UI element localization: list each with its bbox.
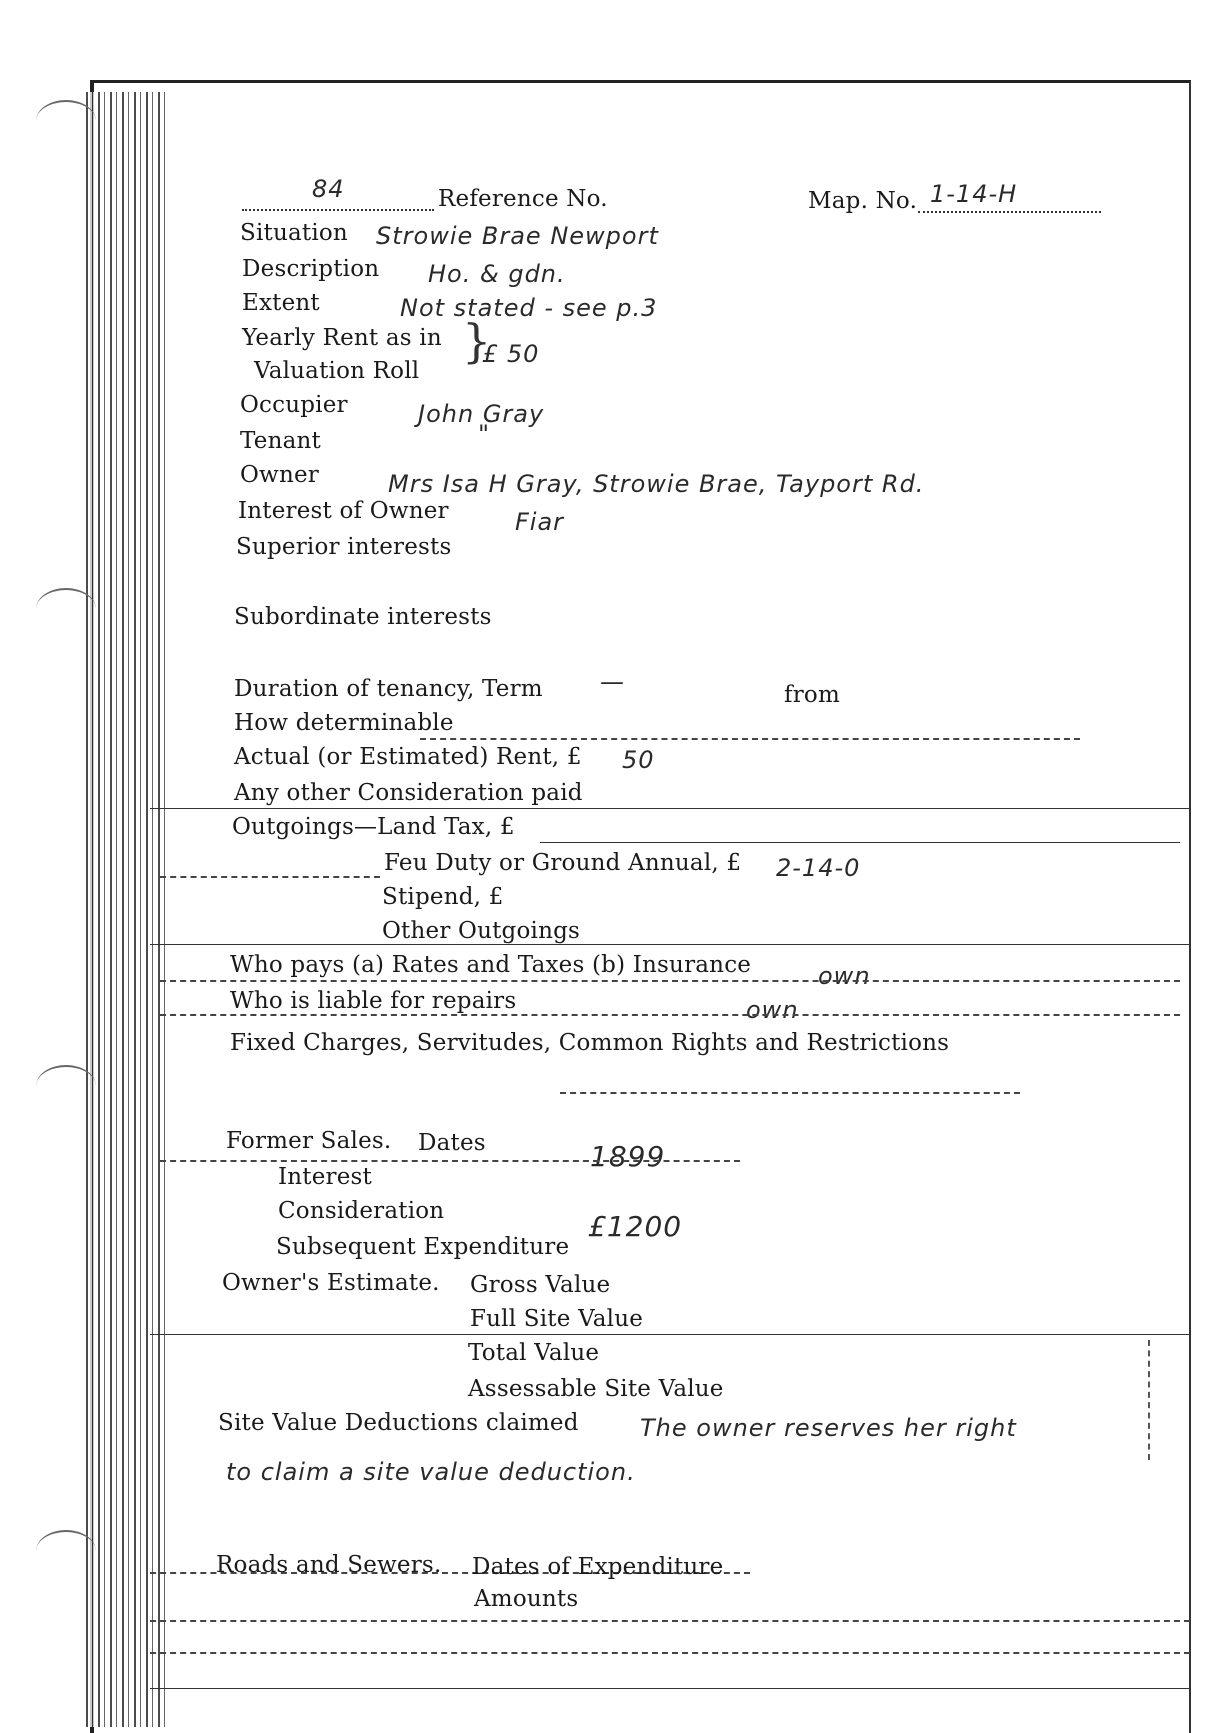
former-sales-label: Former Sales. xyxy=(226,1128,392,1154)
reference-dotted-line xyxy=(242,209,434,211)
gross-value-label: Gross Value xyxy=(470,1272,611,1298)
deduction-value-line-1: The owner reserves her right xyxy=(640,1414,1017,1442)
description-label: Description xyxy=(242,256,380,282)
subsequent-expenditure-label: Subsequent Expenditure xyxy=(276,1234,570,1260)
description-value: Ho. & gdn. xyxy=(428,260,566,288)
reference-number-value: 84 xyxy=(312,175,345,203)
roads-sewers-label: Roads and Sewers. xyxy=(216,1552,442,1578)
site-deductions-label: Site Value Deductions claimed xyxy=(218,1410,579,1436)
tenant-value: " xyxy=(478,420,491,448)
actual-rent-label: Actual (or Estimated) Rent, £ xyxy=(234,744,582,770)
term-value: — xyxy=(600,668,625,696)
situation-label: Situation xyxy=(240,220,348,246)
deduction-value-line-2: to claim a site value deduction. xyxy=(226,1458,636,1486)
dashed-line xyxy=(160,1014,1180,1016)
interest-owner-label: Interest of Owner xyxy=(238,498,449,524)
owner-value: Mrs Isa H Gray, Strowie Brae, Tayport Rd. xyxy=(388,470,925,498)
stipend-label: Stipend, £ xyxy=(382,884,504,910)
fixed-charges-label: Fixed Charges, Servitudes, Common Rights and Restrictions xyxy=(230,1030,950,1056)
consideration-value: £1200 xyxy=(588,1210,683,1243)
margin-marks xyxy=(1148,1340,1156,1460)
yearly-rent-value: £ 50 xyxy=(482,340,540,368)
interest-label: Interest xyxy=(278,1164,373,1190)
rule-line xyxy=(540,842,1180,843)
from-label: from xyxy=(784,682,840,708)
assessable-site-value-label: Assessable Site Value xyxy=(468,1376,724,1402)
repairs-value: own xyxy=(746,996,799,1024)
dashed-line xyxy=(160,980,1180,982)
who-liable-label: Who is liable for repairs xyxy=(230,988,517,1014)
extent-label: Extent xyxy=(242,290,320,316)
page-binding-edge xyxy=(86,92,166,1727)
dashed-line xyxy=(560,1092,1020,1094)
tenant-label: Tenant xyxy=(240,428,321,454)
subordinate-interests-label: Subordinate interests xyxy=(234,604,492,630)
owner-label: Owner xyxy=(240,462,319,488)
yearly-rent-label: Yearly Rent as in xyxy=(242,325,442,351)
other-outgoings-label: Other Outgoings xyxy=(382,918,581,944)
dates-expenditure-label: Dates of Expenditure xyxy=(472,1554,724,1580)
dashed-line xyxy=(150,1620,1190,1622)
how-determinable-label: How determinable xyxy=(234,710,454,736)
feu-duty-value: 2-14-0 xyxy=(776,854,861,882)
superior-interests-label: Superior interests xyxy=(236,534,452,560)
reference-label: Reference No. xyxy=(438,186,608,212)
map-number-value: 1-14-H xyxy=(930,180,1018,208)
full-site-value-label: Full Site Value xyxy=(470,1306,644,1332)
rule-line xyxy=(150,944,1190,945)
amounts-label: Amounts xyxy=(474,1586,579,1612)
extent-value: Not stated - see p.3 xyxy=(400,294,658,322)
punch-hole xyxy=(36,1530,96,1572)
dashed-line xyxy=(420,738,1080,740)
dates-label: Dates xyxy=(418,1130,486,1156)
total-value-label: Total Value xyxy=(468,1340,600,1366)
dashed-line xyxy=(160,876,380,878)
map-dotted-line xyxy=(918,211,1101,213)
outgoings-label: Outgoings—Land Tax, £ xyxy=(232,814,515,840)
feu-duty-label: Feu Duty or Ground Annual, £ xyxy=(384,850,742,876)
situation-value: Strowie Brae Newport xyxy=(376,222,659,250)
rule-line xyxy=(150,808,1190,809)
punch-hole xyxy=(36,588,96,630)
interest-owner-value: Fiar xyxy=(515,508,565,536)
rule-line xyxy=(150,1688,1190,1689)
dashed-line xyxy=(150,1652,1190,1654)
punch-hole xyxy=(36,100,96,142)
other-consideration-label: Any other Consideration paid xyxy=(234,780,583,806)
insurance-value: own xyxy=(818,962,871,990)
dashed-line xyxy=(160,1160,740,1162)
rule-line xyxy=(150,1334,1190,1335)
owners-estimate-label: Owner's Estimate. xyxy=(222,1270,440,1296)
punch-hole xyxy=(36,1065,96,1107)
actual-rent-value: 50 xyxy=(622,746,655,774)
duration-label: Duration of tenancy, Term xyxy=(234,676,543,702)
map-label: Map. No. xyxy=(808,188,918,214)
occupier-value: John Gray xyxy=(418,400,545,428)
who-pays-label: Who pays (a) Rates and Taxes (b) Insurance xyxy=(230,952,752,978)
occupier-label: Occupier xyxy=(240,392,348,418)
consideration-label: Consideration xyxy=(278,1198,445,1224)
valuation-roll-label: Valuation Roll xyxy=(254,358,420,384)
brace-icon: } xyxy=(462,314,492,368)
sale-date-value: 1899 xyxy=(590,1140,666,1173)
